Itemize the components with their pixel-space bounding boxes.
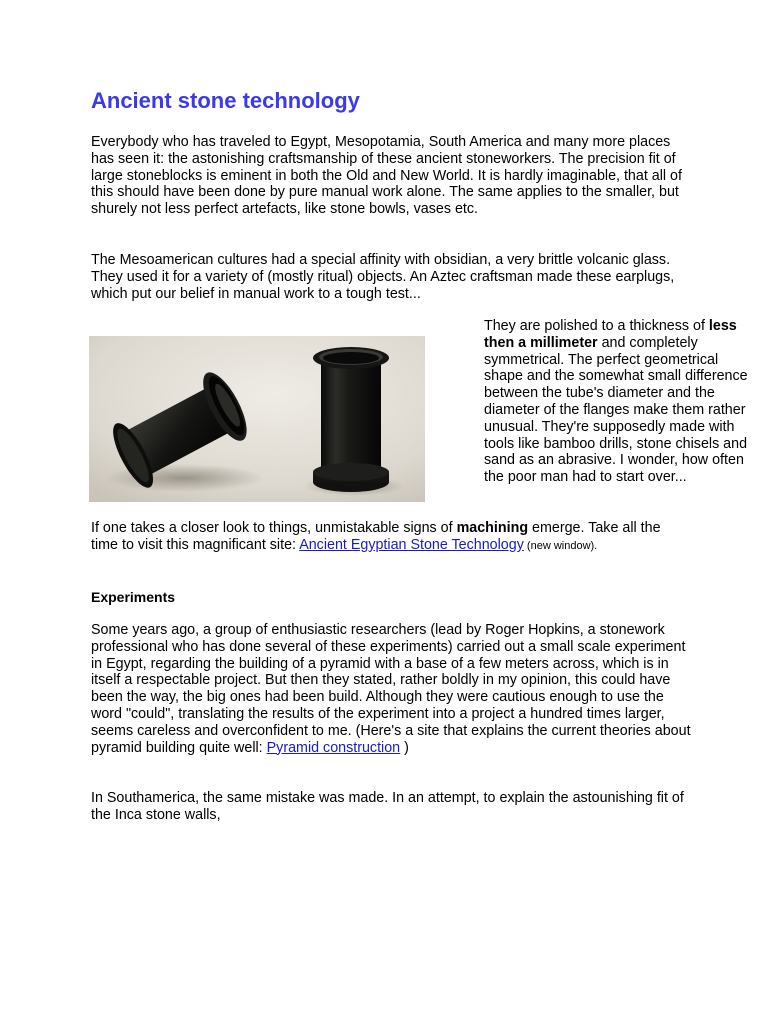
caption-text-before: They are polished to a thickness of — [484, 318, 709, 334]
machining-text-middle: emerge. Take all the time to visit this magnificant site: — [91, 520, 661, 553]
upright-earplug — [313, 347, 389, 492]
experiments-paragraph — [91, 622, 691, 756]
experiments-heading: Experiments — [91, 589, 176, 605]
caption-text-after: and completely symmetrical. The perfect geometrical shape and the somewhat small difference between the tube's diameter and the diameter of the flanges make them rather unusual. They're supposedly made with tools like bamboo drills, stone chisels and sand as an abrasive. I wonder, how often the poor man had to start over... — [484, 334, 748, 486]
earplugs-caption — [484, 318, 754, 486]
experiments-text-after: ) — [400, 739, 409, 756]
page-title: Ancient stone technology — [91, 88, 360, 113]
caption-bold: less then a millimeter — [484, 318, 737, 351]
obsidian-earplugs-photo — [89, 336, 425, 502]
pyramid-construction-link[interactable]: Pyramid construction — [266, 739, 401, 756]
intro-paragraph: Everybody who has traveled to Egypt, Mesopotamia, South America and many more places has seen it: the astonishing craftsmanship of these ancient stoneworkers. The precision fit of large stoneblocks is eminent in both the Old and New World. It is hardly imaginable, that all of this should have been done by pure manual work alone. The same applies to the smaller, but shurely not less perfect artefacts, like stone bowls, vases etc. — [91, 134, 682, 218]
article — [91, 86, 751, 823]
obsidian-paragraph: The Mesoamerican cultures had a special affinity with obsidian, a very brittle volcanic glass. They used it for a variety of (mostly ritual) objects. An Aztec craftsman made these earplugs, which put our belief in manual work to a tough test... — [91, 252, 675, 302]
machining-text-before: If one takes a closer look to things, unmistakable signs of — [91, 520, 457, 536]
new-window-note: (new window). — [523, 539, 598, 552]
inca-paragraph: In Southamerica, the same mistake was made. In an attempt, to explain the astounishing fit of the Inca stone walls, — [91, 790, 684, 823]
stone-technology-link[interactable]: Ancient Egyptian Stone Technology — [299, 536, 524, 553]
earplugs-figure — [91, 318, 751, 508]
experiments-text: Some years ago, a group of enthusiastic researchers (lead by Roger Hopkins, a stonework professional who has done several of these experiments) carried out a small scale experiment in Egypt, regarding the building of a pyramid with a base of a few meters across, which is in itself a respectable project. But then they stated, rather boldly in my opinion, this could have been the way, the big ones had been build. Although they were cautious enough to use the word "could", translating the results of the experiment into a project a hundred times larger, seems careless and overconfident to me. (Here's a site that explains the current theories about pyramid building quite well: — [91, 622, 691, 756]
machining-bold: machining — [456, 520, 529, 536]
machining-paragraph — [91, 520, 691, 555]
